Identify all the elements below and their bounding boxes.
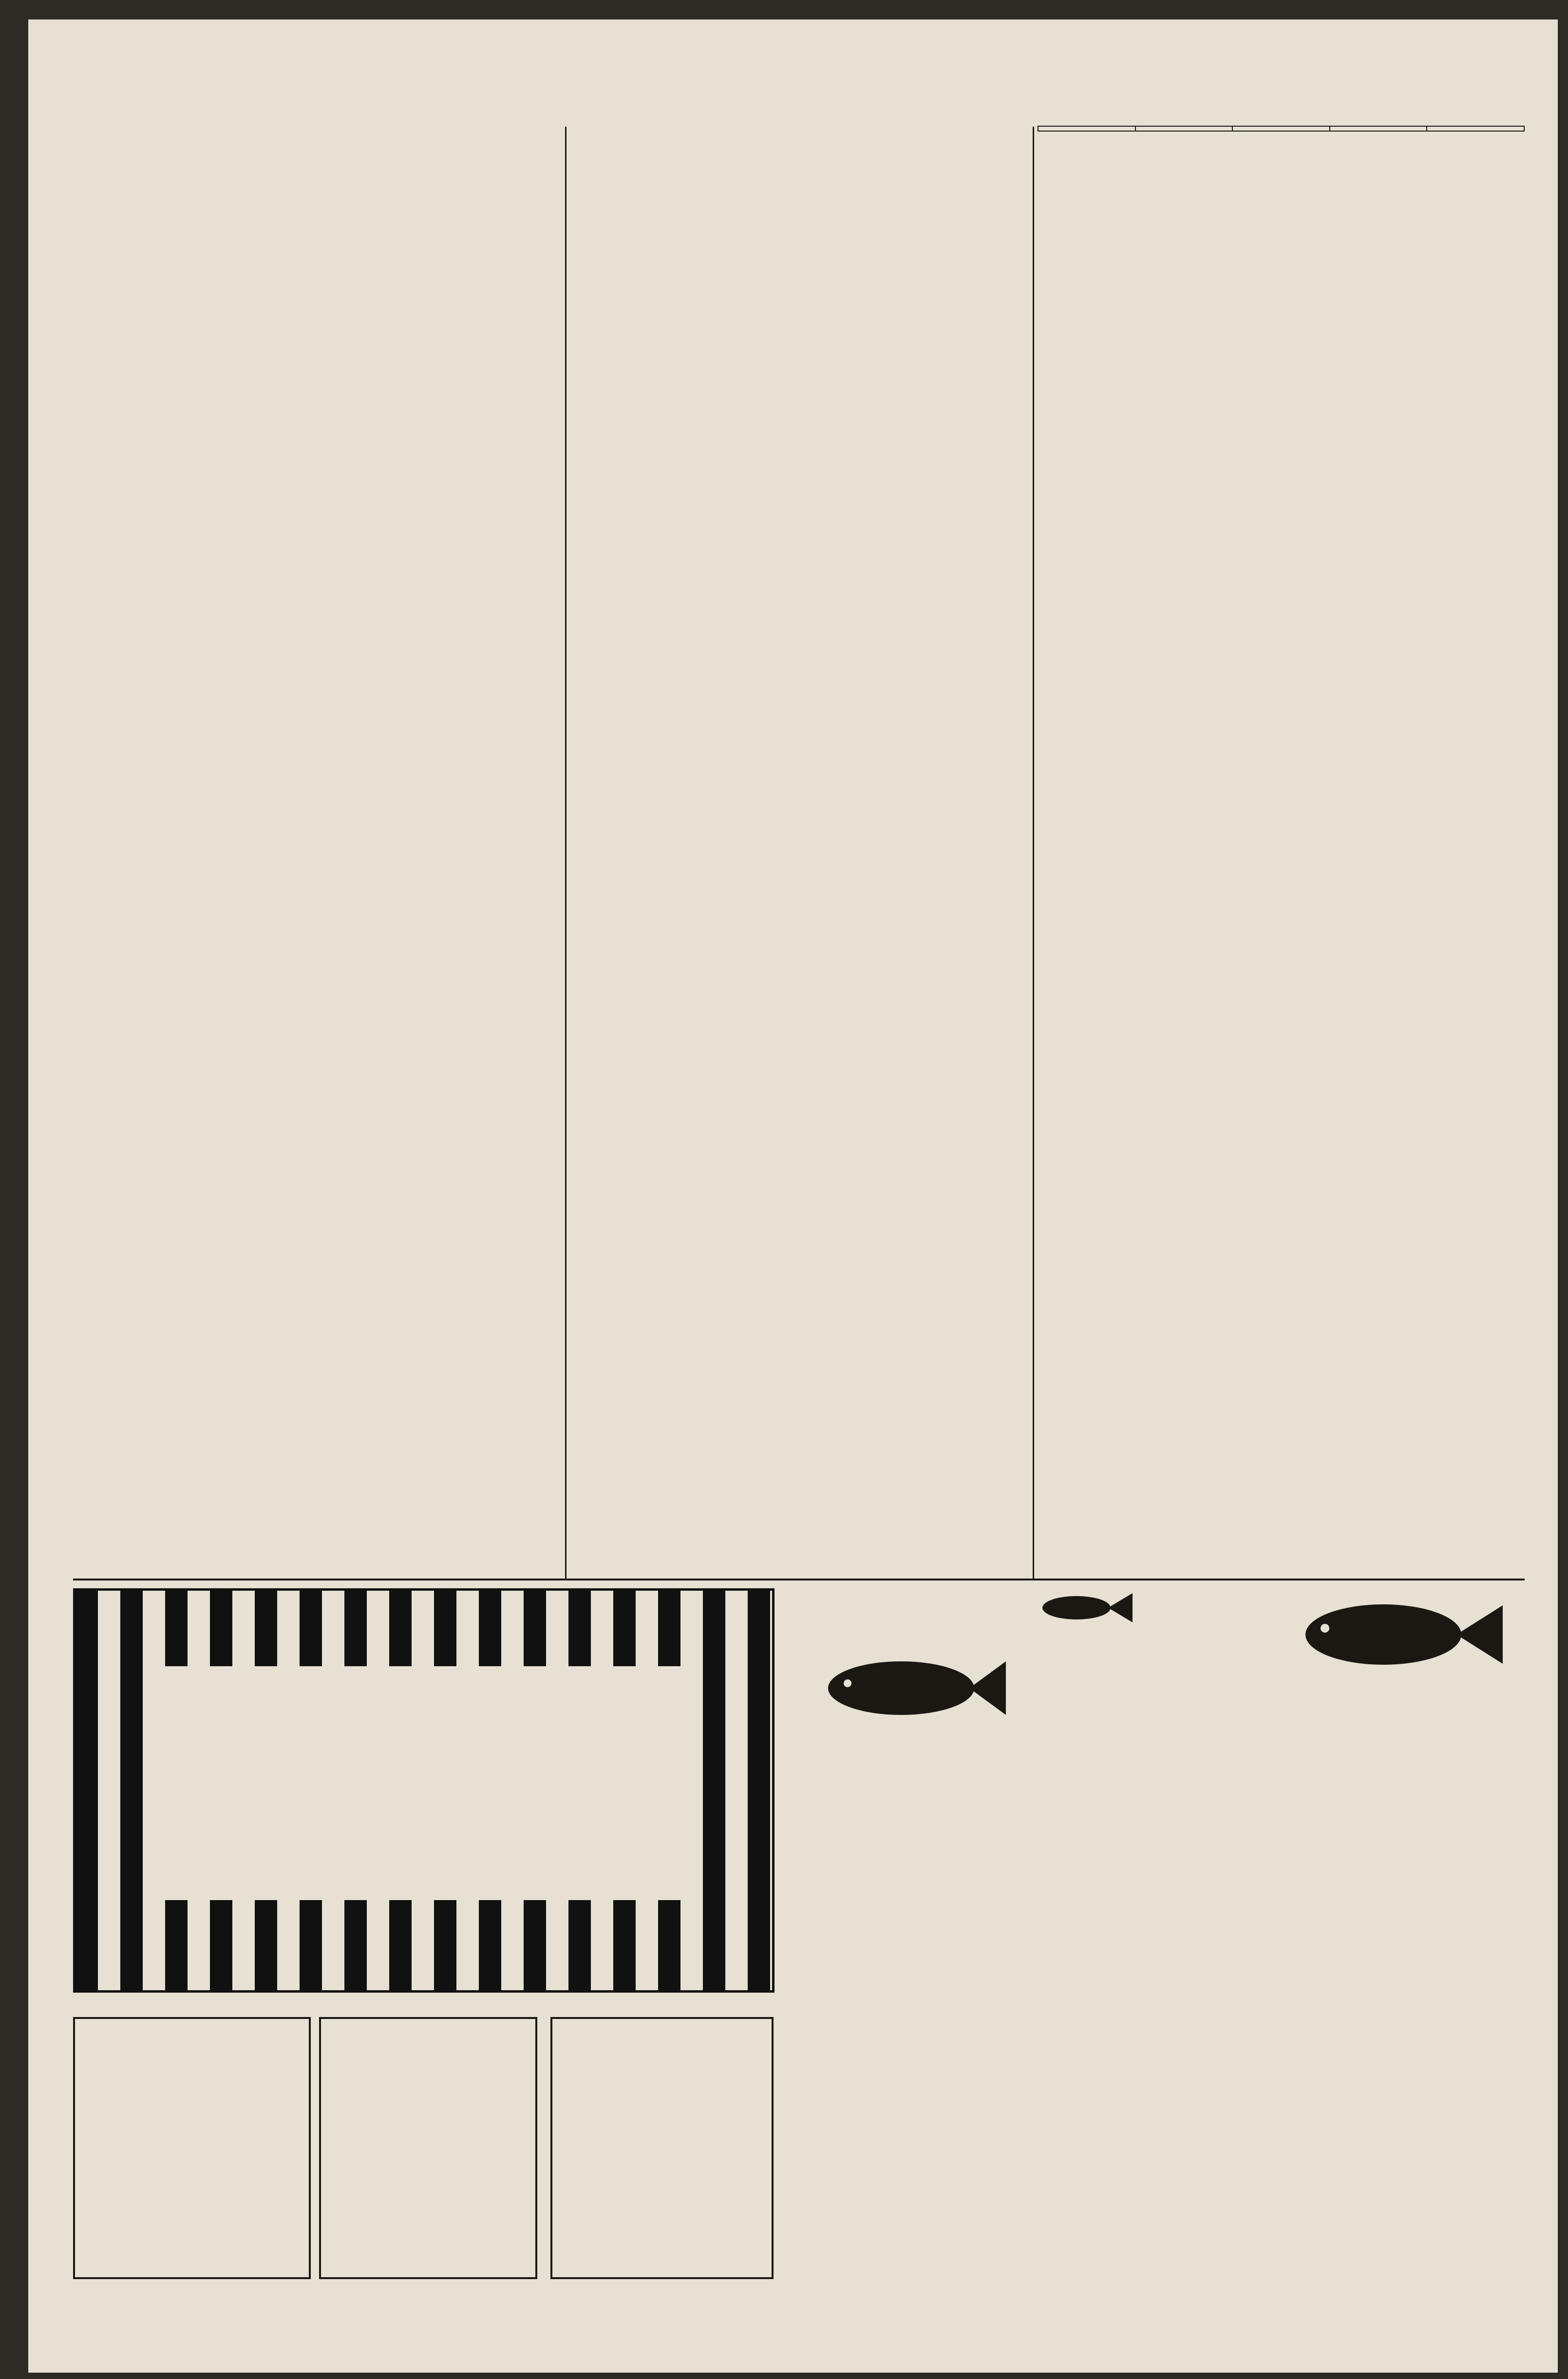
- ficke-ad: [789, 1588, 1033, 2275]
- freese-ad: [161, 1666, 692, 1900]
- fish-icon: [1291, 1588, 1505, 1681]
- weather-header: [1038, 126, 1524, 131]
- column-divider: [565, 127, 567, 1579]
- column-3: [1038, 117, 1525, 1579]
- wring-ad: [550, 2017, 774, 2279]
- busse-ad: [319, 2017, 537, 2279]
- side-label: [73, 536, 102, 1413]
- weather-table: [1038, 126, 1525, 132]
- hullen-ad: [73, 2017, 311, 2279]
- column-1: [112, 117, 550, 1579]
- column-divider: [1033, 127, 1034, 1579]
- fish-icon: [1038, 1588, 1135, 1627]
- fish-icon: [813, 1647, 1008, 1730]
- middle-right-ads: [1038, 1588, 1281, 2275]
- right-ads: [1291, 1588, 1525, 2275]
- column-2: [575, 117, 1028, 1579]
- ads-divider: [73, 1579, 1525, 1580]
